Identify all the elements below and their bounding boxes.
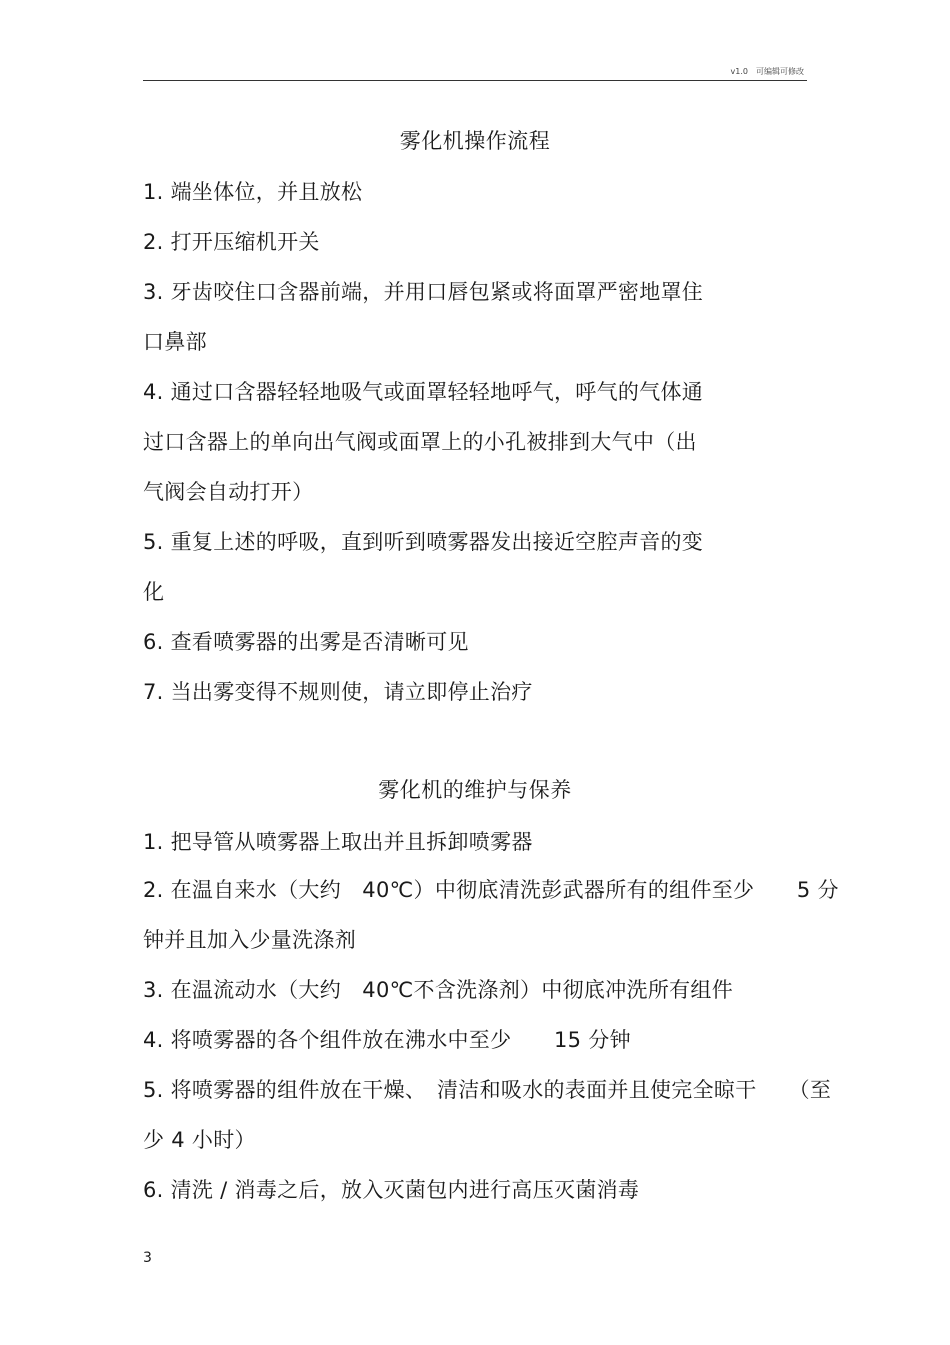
operation-step-line: 7. 当出雾变得不规则使，请立即停止治疗 xyxy=(143,680,533,704)
section-title-maintenance: 雾化机的维护与保养 xyxy=(378,778,572,802)
operation-step-line: 1. 端坐体位，并且放松 xyxy=(143,180,363,204)
maintenance-step-line: 5. 将喷雾器的组件放在干燥、 清洁和吸水的表面并且使完全晾干 （至 xyxy=(143,1078,832,1102)
operation-step-line: 2. 打开压缩机开关 xyxy=(143,230,320,254)
header-version-note: v1.0 可编辑可修改 xyxy=(730,67,804,76)
operation-step-line: 化 xyxy=(143,580,165,604)
page-number: 3 xyxy=(143,1250,152,1266)
operation-step-line: 6. 查看喷雾器的出雾是否清晰可见 xyxy=(143,630,469,654)
maintenance-step-line: 2. 在温自来水（大约 40℃）中彻底清洗彭武器所有的组件至少 5 分 xyxy=(143,878,839,902)
maintenance-step-line: 3. 在温流动水（大约 40℃不含洗涤剂）中彻底冲洗所有组件 xyxy=(143,978,734,1002)
operation-step-line: 3. 牙齿咬住口含器前端，并用口唇包紧或将面罩严密地罩住 xyxy=(143,280,704,304)
operation-step-line: 口鼻部 xyxy=(143,330,207,354)
operation-step-line: 过口含器上的单向出气阀或面罩上的小孔被排到大气中（出 xyxy=(143,430,697,454)
maintenance-step-line: 1. 把导管从喷雾器上取出并且拆卸喷雾器 xyxy=(143,830,533,854)
section-title-operation: 雾化机操作流程 xyxy=(399,129,551,153)
maintenance-step-line: 6. 清洗 / 消毒之后，放入灭菌包内进行高压灭菌消毒 xyxy=(143,1178,640,1202)
maintenance-step-line: 钟并且加入少量洗涤剂 xyxy=(143,928,356,952)
header-divider xyxy=(143,80,807,81)
operation-step-line: 气阀会自动打开） xyxy=(143,480,314,504)
maintenance-step-line: 少 4 小时） xyxy=(143,1128,256,1152)
operation-step-line: 4. 通过口含器轻轻地吸气或面罩轻轻地呼气，呼气的气体通 xyxy=(143,380,704,404)
maintenance-step-line: 4. 将喷雾器的各个组件放在沸水中至少 15 分钟 xyxy=(143,1028,631,1052)
operation-step-line: 5. 重复上述的呼吸，直到听到喷雾器发出接近空腔声音的变 xyxy=(143,530,704,554)
